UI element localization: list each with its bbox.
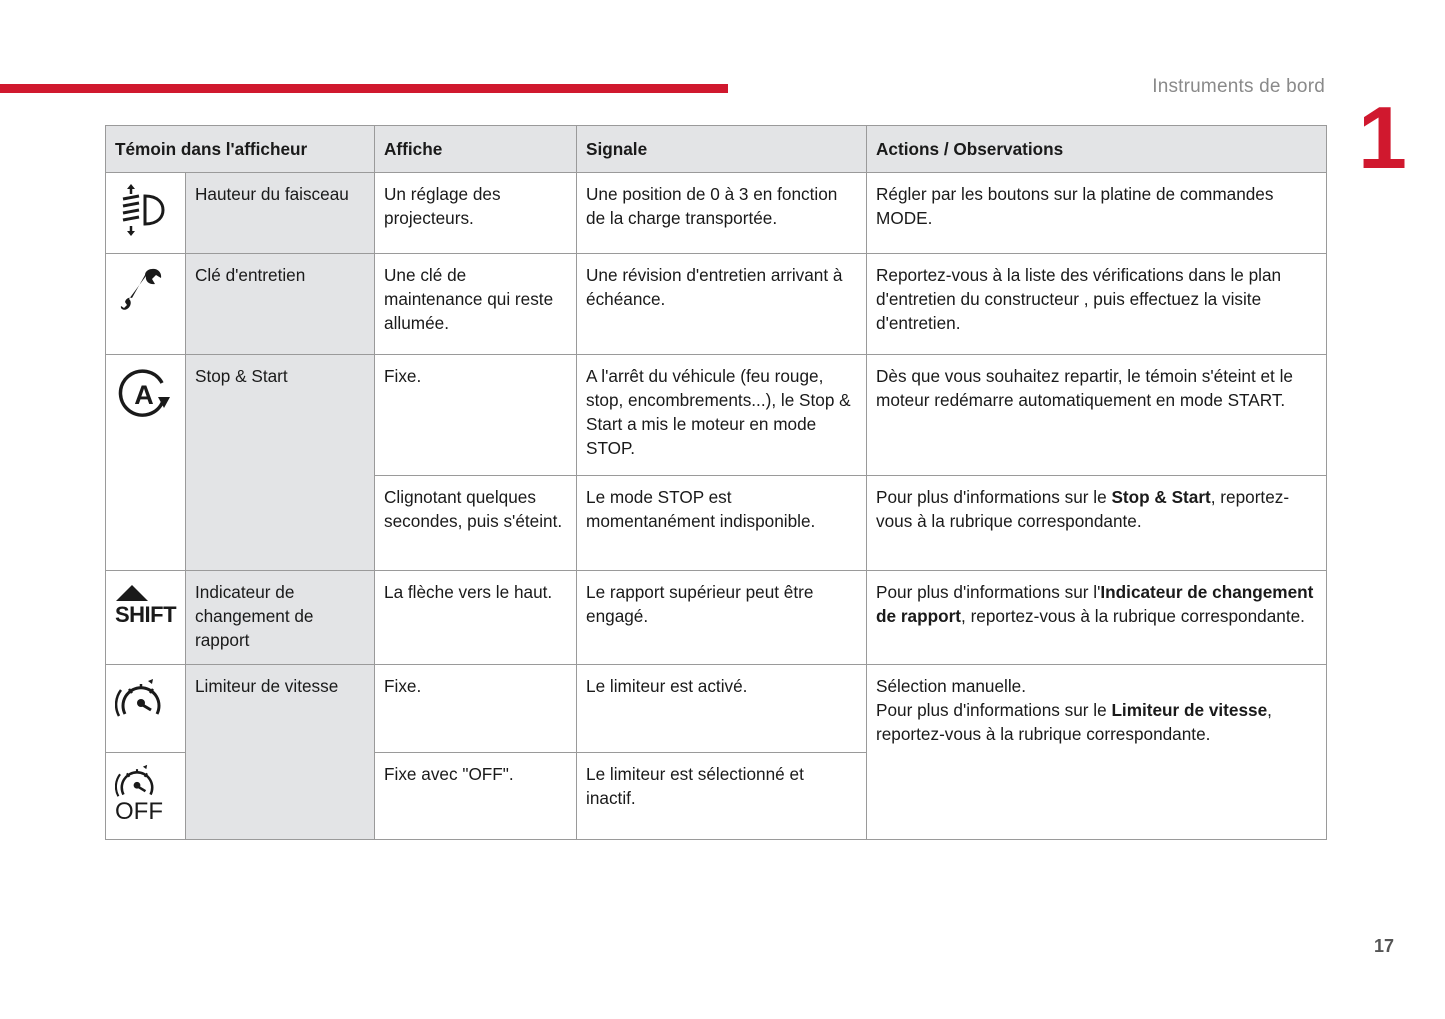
shift-label: SHIFT — [115, 602, 177, 627]
actions-bold-text: Stop & Start — [1111, 487, 1211, 507]
signale-cell: Le rapport supérieur peut être engagé. — [577, 571, 867, 665]
actions-text: Pour plus d'informations sur le — [876, 700, 1112, 720]
indicator-name: Limiteur de vitesse — [186, 665, 375, 840]
affiche-cell: Fixe avec "OFF". — [375, 753, 577, 840]
icon-cell — [106, 254, 186, 355]
actions-cell: Dès que vous souhaitez repartir, le témoin s'éteint et le moteur redémarre automatiquement en mode START. — [867, 355, 1327, 476]
indicator-name: Stop & Start — [186, 355, 375, 571]
actions-text: Sélection manuelle. — [876, 676, 1027, 696]
off-label: OFF — [115, 798, 163, 825]
actions-cell — [867, 571, 1327, 665]
icon-cell — [106, 173, 186, 254]
svg-text:A: A — [134, 380, 154, 410]
table-row — [106, 254, 1327, 355]
actions-text: Pour plus d'informations sur le — [876, 487, 1112, 507]
icon-cell — [106, 355, 186, 571]
signale-cell: A l'arrêt du véhicule (feu rouge, stop, encombrements...), le Stop & Start a mis le moteur en mode STOP. — [577, 355, 867, 476]
affiche-cell: Fixe. — [375, 355, 577, 476]
actions-cell — [867, 665, 1327, 840]
affiche-cell: La flèche vers le haut. — [375, 571, 577, 665]
signale-cell: Une position de 0 à 3 en fonction de la charge transportée. — [577, 173, 867, 254]
actions-cell: Régler par les boutons sur la platine de commandes MODE. — [867, 173, 1327, 254]
column-header: Signale — [577, 126, 867, 173]
table-row — [106, 173, 1327, 254]
actions-bold-text: Limiteur de vitesse — [1111, 700, 1268, 720]
signale-cell: Le limiteur est activé. — [577, 665, 867, 753]
column-header: Témoin dans l'afficheur — [106, 126, 375, 173]
table-header-row — [106, 126, 1327, 173]
red-accent-bar — [0, 84, 728, 93]
indicator-name: Indicateur de changement de rapport — [186, 571, 375, 665]
actions-text: , reportez-vous à la rubrique correspondante. — [961, 606, 1305, 626]
speed-limiter-off-icon — [115, 762, 176, 824]
table-row — [106, 571, 1327, 665]
actions-cell: Reportez-vous à la liste des vérifications dans le plan d'entretien du constructeur , puis effectuez la visite d'entretien. — [867, 254, 1327, 355]
indicator-name: Clé d'entretien — [186, 254, 375, 355]
signale-cell: Une révision d'entretien arrivant à échéance. — [577, 254, 867, 355]
actions-cell — [867, 476, 1327, 571]
actions-text: , reportez-vous à la rubrique correspondante. — [876, 487, 1290, 531]
column-header: Actions / Observations — [867, 126, 1327, 173]
headlamp-beam-height-icon — [115, 182, 167, 238]
section-title: Instruments de bord — [1152, 76, 1325, 97]
indicator-table — [105, 125, 1327, 840]
icon-cell — [106, 571, 186, 665]
affiche-cell: Un réglage des projecteurs. — [375, 173, 577, 254]
table-row — [106, 355, 1327, 476]
shift-arrow-icon — [115, 580, 176, 626]
indicator-name: Hauteur du faisceau — [186, 173, 375, 254]
affiche-cell: Fixe. — [375, 665, 577, 753]
actions-text: Pour plus d'informations sur l' — [876, 582, 1101, 602]
actions-text: , reportez-vous à la rubrique correspondante. — [876, 700, 1272, 744]
speed-limiter-icon — [115, 674, 167, 722]
stop-start-icon — [115, 365, 173, 421]
icon-cell — [106, 753, 186, 840]
chapter-number: 1 — [1358, 88, 1407, 187]
affiche-cell: Clignotant quelques secondes, puis s'éteint. — [375, 476, 577, 571]
column-header: Affiche — [375, 126, 577, 173]
page-number: 17 — [1374, 936, 1395, 956]
wrench-icon — [115, 263, 169, 319]
affiche-cell: Une clé de maintenance qui reste allumée. — [375, 254, 577, 355]
table-row — [106, 665, 1327, 753]
icon-cell — [106, 665, 186, 753]
actions-bold-text: Indicateur de changement de rapport — [876, 582, 1314, 626]
signale-cell: Le mode STOP est momentanément indisponible. — [577, 476, 867, 571]
signale-cell: Le limiteur est sélectionné et inactif. — [577, 753, 867, 840]
